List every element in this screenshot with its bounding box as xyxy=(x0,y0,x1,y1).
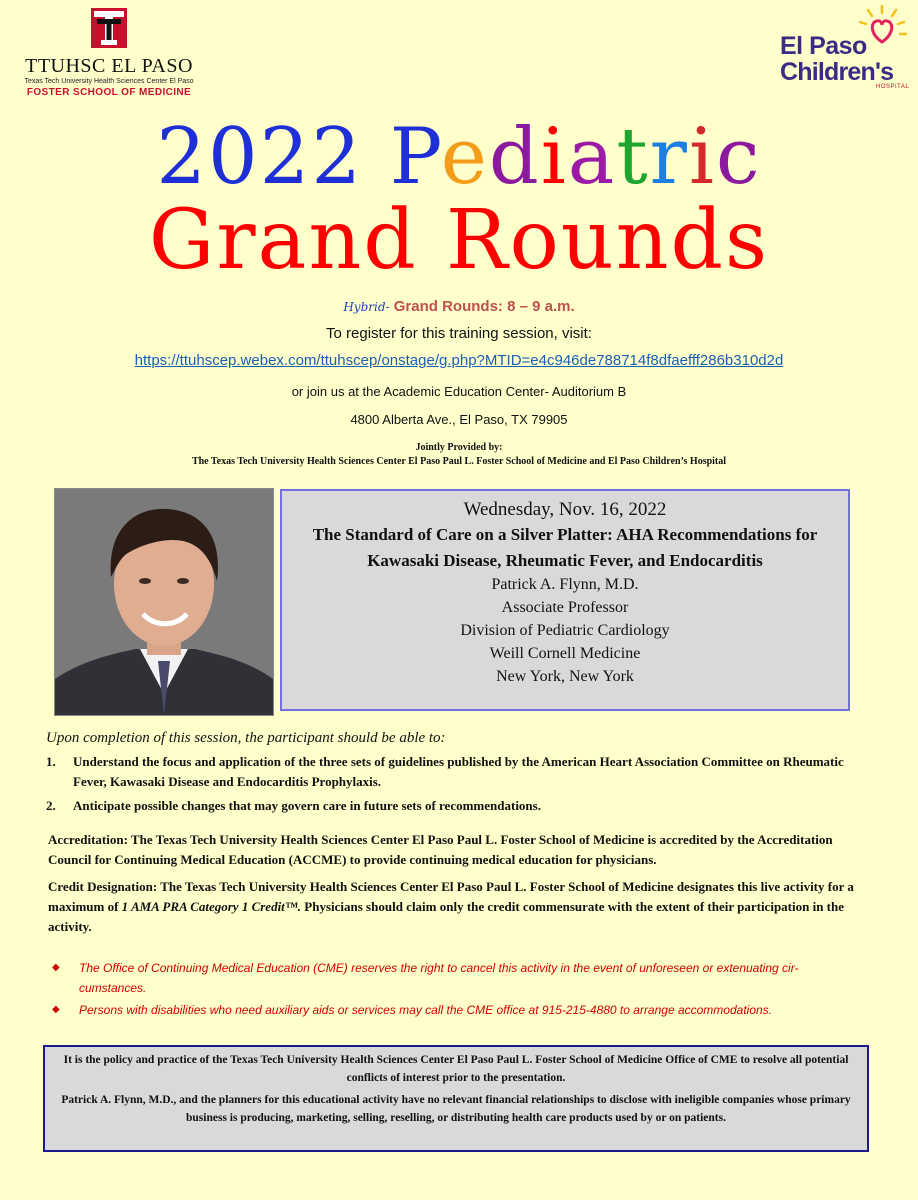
ttuhsc-subtitle: Texas Tech University Health Sciences Center El Paso xyxy=(24,78,194,85)
ttuhsc-logo xyxy=(14,8,204,98)
ttuhsc-name: TTUHSC EL PASO xyxy=(25,55,193,77)
diamond-bullet-icon: ◆ xyxy=(52,1004,60,1015)
hybrid-label: Hybrid- xyxy=(343,300,390,314)
accreditation-text: The Texas Tech University Health Sciences Center El Paso Paul L. Foster School of Medicine is accredited by the Accreditation Council for Continuing Medical Education (ACCME) to provide continuing medical education for physicians. xyxy=(48,832,833,867)
accreditation-label: Accreditation: xyxy=(48,832,128,847)
jointly-label: Jointly Provided by: xyxy=(415,442,503,453)
policy-paragraph-2: Patrick A. Flynn, M.D., and the planners for this educational activity have no relevant financial relationships to disclose with ineligible companies whose primary business is producing, marketing, selling, reselling, or distributing health care products used by or on patients. xyxy=(61,1094,851,1124)
talk-title-line1: The Standard of Care on a Silver Platter: AHA Recommendations for xyxy=(312,525,818,544)
speaker-division: Division of Pediatric Cardiology xyxy=(460,622,670,639)
register-link[interactable]: https://ttuhscep.webex.com/ttuhscep/onstage/g.php?MTID=e4c946de788714f8dfaefff286b310d2d xyxy=(134,352,784,369)
title-letter: c xyxy=(715,112,762,202)
title-letter xyxy=(363,112,390,202)
objective-number: 2. xyxy=(46,798,56,813)
double-t-logo-icon xyxy=(91,8,127,48)
title-letter: 2 xyxy=(156,112,209,202)
policy-box xyxy=(43,1045,869,1152)
notices-list xyxy=(52,958,852,1022)
title-letter: t xyxy=(616,112,650,202)
credit-text-b: Physicians should claim only the credit commensurate with the extent of their participation in the activity. xyxy=(48,899,845,934)
credit-text-a: The Texas Tech University Health Sciences Center El Paso Paul L. Foster School of Medicine designates this live activity for a maximum of xyxy=(48,879,854,914)
objective-number: 1. xyxy=(46,754,56,769)
policy-paragraph-1: It is the policy and practice of the Texas Tech University Health Sciences Center El Paso Paul L. Foster School of Medicine Office of CME to resolve all potential conflicts of interest prior to the presentation. xyxy=(63,1054,849,1084)
speaker-photo xyxy=(54,488,274,716)
speaker-portrait-icon xyxy=(55,489,273,715)
notice-item xyxy=(52,1000,852,1020)
title-letter: a xyxy=(567,112,617,202)
ttuhsc-school: FOSTER SCHOOL OF MEDICINE xyxy=(26,87,192,98)
speaker-name: Patrick A. Flynn, M.D. xyxy=(491,576,639,593)
address-text: 4800 Alberta Ave., El Paso, TX 79905 xyxy=(350,412,568,427)
location-text: or join us at the Academic Education Center- Auditorium B xyxy=(291,384,627,399)
objective-text: Understand the focus and application of the three sets of guidelines published by the American Heart Association Committee on Rheumatic Fever, Kawasaki Disease and Endocarditis Prophylaxis. xyxy=(73,754,844,789)
ep-name-line2: Children's xyxy=(780,58,894,86)
objectives-intro: Upon completion of this session, the participant should be able to: xyxy=(46,730,446,746)
title-letter: P xyxy=(389,112,441,202)
title-line2: Grand Rounds xyxy=(148,193,770,288)
ep-name-line1: El Paso xyxy=(780,32,867,60)
objective-item xyxy=(46,796,846,816)
title-letter: e xyxy=(440,112,489,202)
talk-title-line2: Kawasaki Disease, Rheumatic Fever, and Endocarditis xyxy=(367,551,763,570)
title-letter: r xyxy=(649,112,689,202)
title-letter: d xyxy=(488,112,541,202)
title-letter: i xyxy=(540,112,568,202)
talk-info-box xyxy=(280,489,850,711)
speaker-institution: Weill Cornell Medicine xyxy=(489,645,641,662)
jointly-text: The Texas Tech University Health Sciences Center El Paso Paul L. Foster School of Medicine and El Paso Children’s Hospital xyxy=(191,456,727,467)
notice-item xyxy=(52,958,852,998)
session-time: Grand Rounds: 8 – 9 a.m. xyxy=(389,298,575,315)
objectives-list xyxy=(46,752,846,820)
credit-paragraph xyxy=(48,877,858,937)
ep-childrens-logo xyxy=(776,4,912,96)
session-time-line xyxy=(0,298,918,316)
notice-text: The Office of Continuing Medical Education (CME) reserves the right to cancel this activity in the event of unforeseen or extenuating cir-cumstances. xyxy=(79,961,799,995)
objective-text: Anticipate possible changes that may govern care in future sets of recommendations. xyxy=(73,798,541,813)
title-letter: i xyxy=(688,112,716,202)
credit-text-italic: 1 AMA PRA Category 1 Credit™. xyxy=(121,899,302,914)
speaker-city: New York, New York xyxy=(496,668,634,685)
notice-text: Persons with disabilities who need auxiliary aids or services may call the CME office at 915-215-4880 to arrange accommodations. xyxy=(79,1003,773,1017)
title-letter: 0 xyxy=(208,112,260,202)
register-text: To register for this training session, visit: xyxy=(326,325,592,342)
accreditation-paragraph xyxy=(48,830,858,870)
credit-label: Credit Designation: xyxy=(48,879,158,894)
talk-date: Wednesday, Nov. 16, 2022 xyxy=(463,499,667,520)
ep-hospital-label: HOSPITAL xyxy=(876,84,910,90)
title-letter: 2 xyxy=(311,112,363,202)
objective-item xyxy=(46,752,846,792)
title-letter: 2 xyxy=(259,112,312,202)
title-line1 xyxy=(0,112,918,202)
diamond-bullet-icon: ◆ xyxy=(52,962,60,973)
speaker-position: Associate Professor xyxy=(501,599,629,616)
